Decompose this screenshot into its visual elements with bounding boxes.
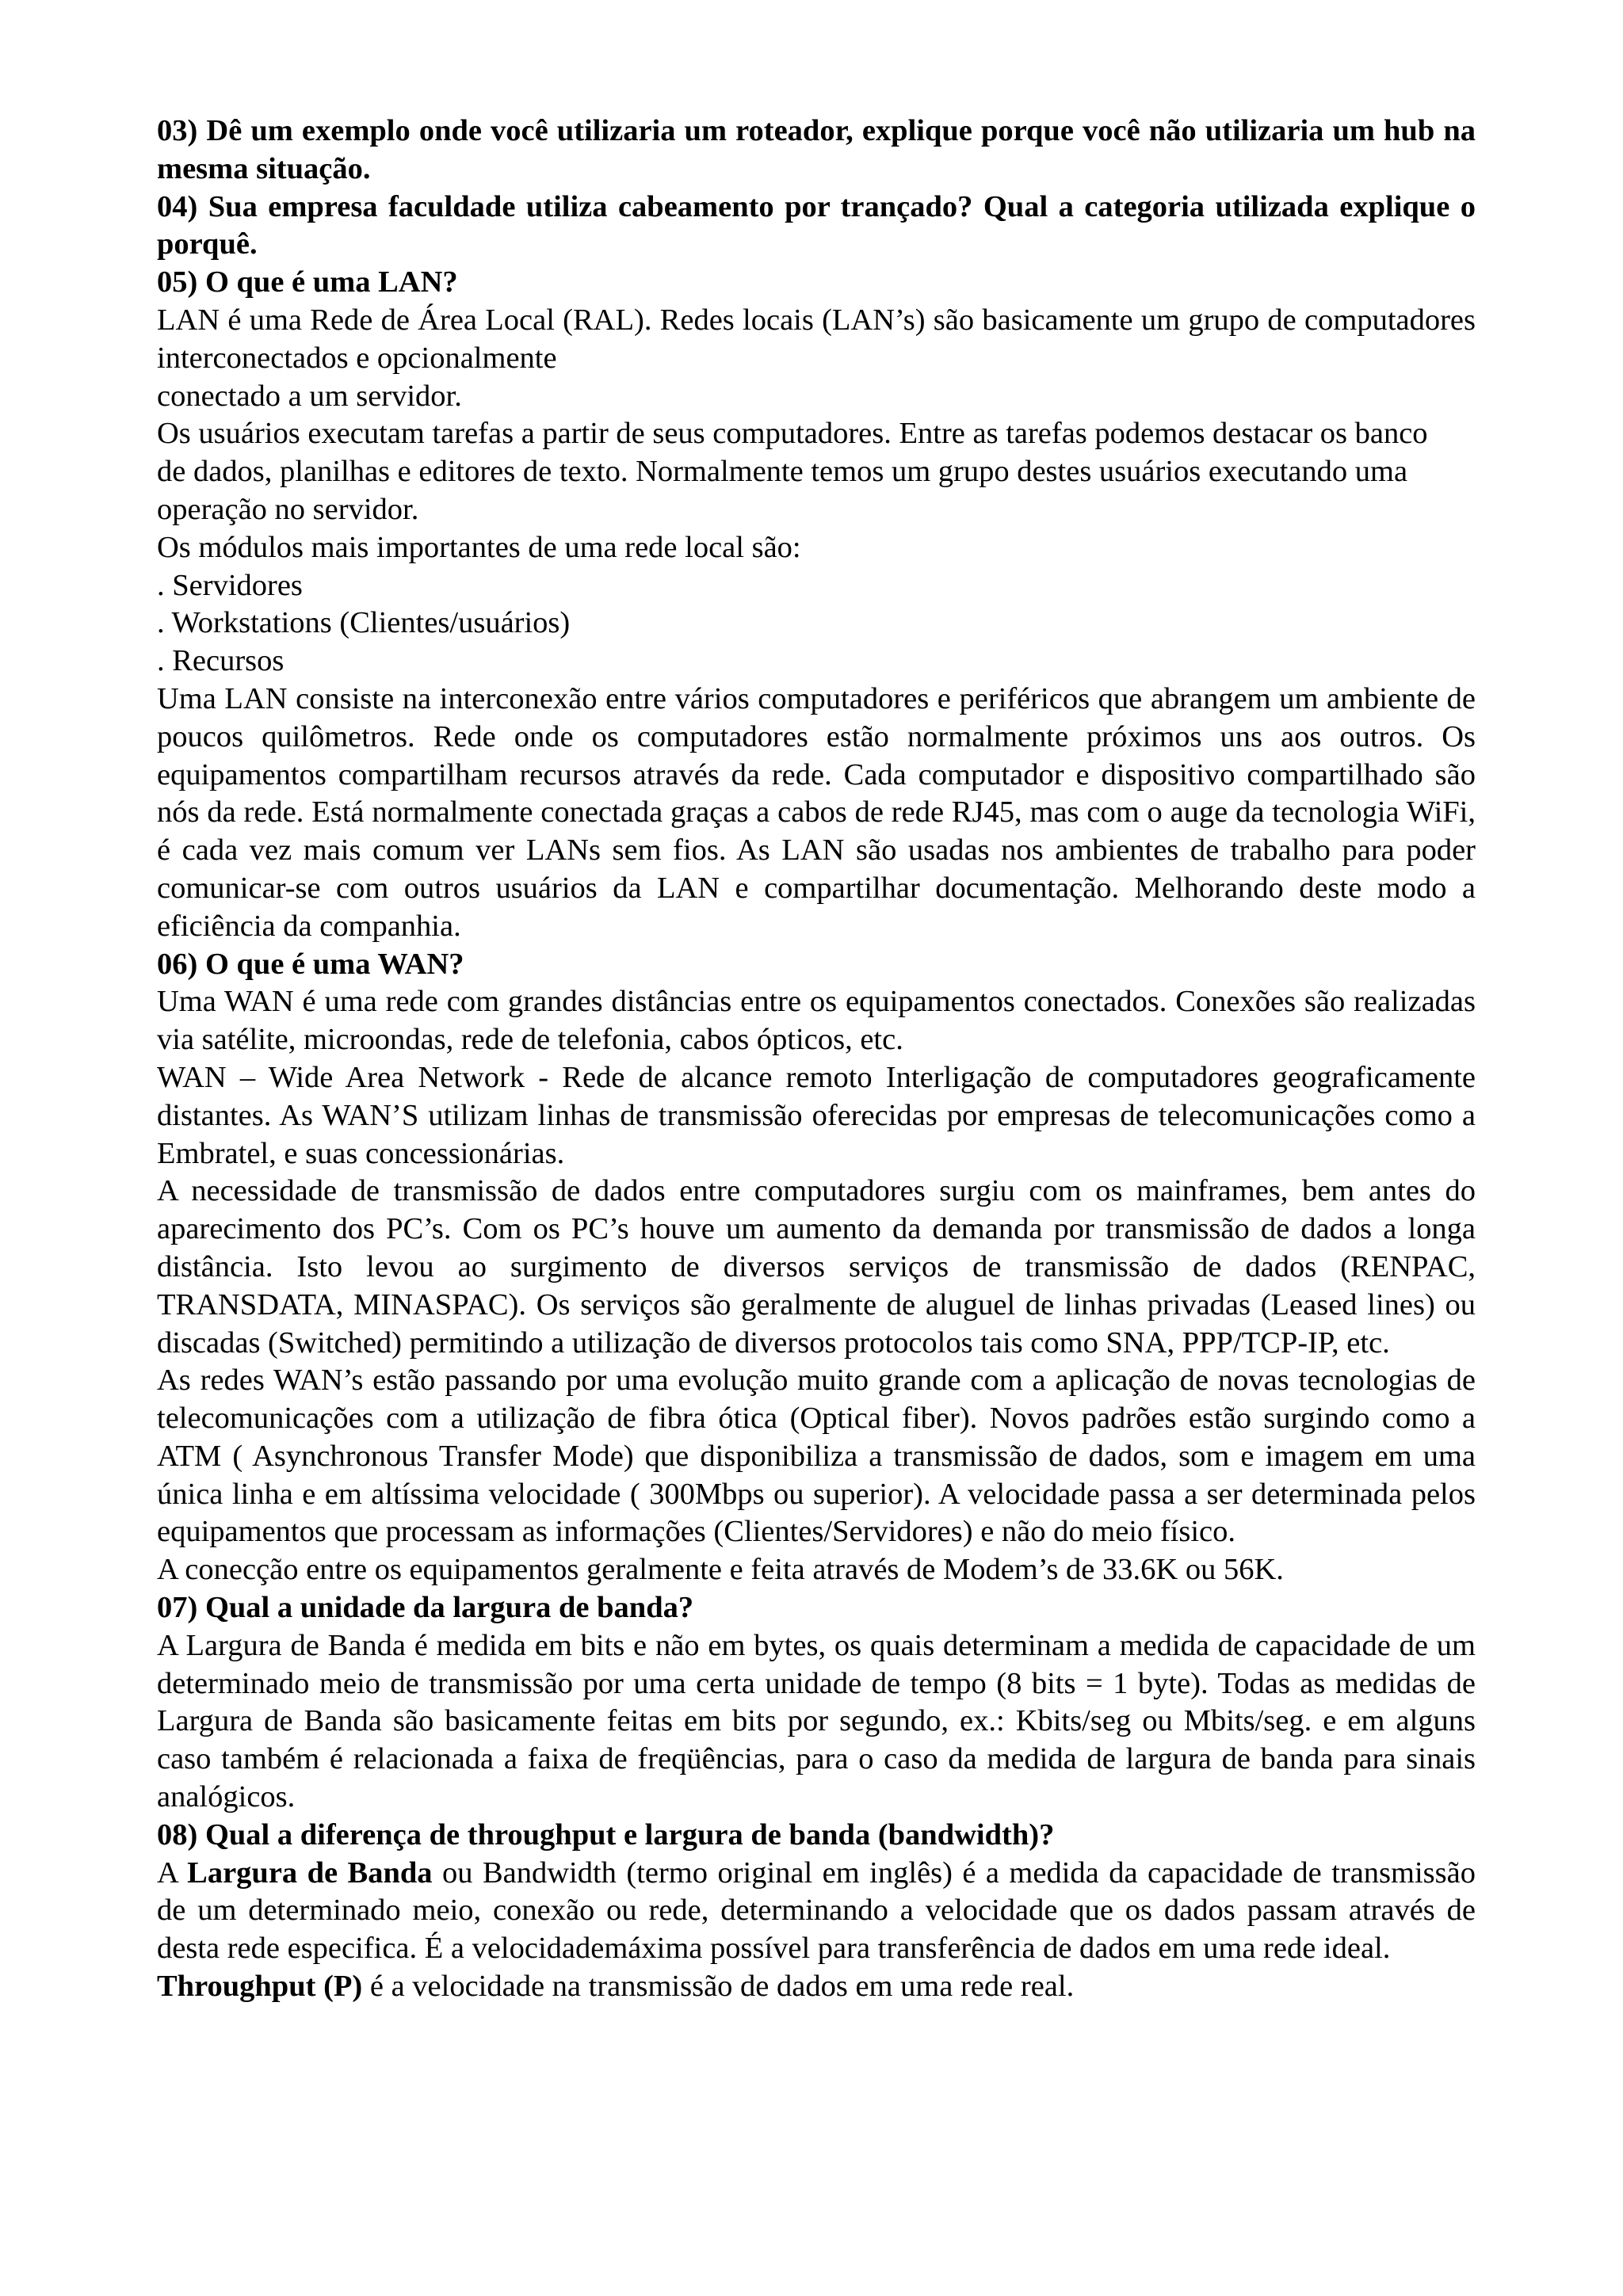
text-line: conectado a um servidor. (157, 379, 462, 413)
body-paragraph: As redes WAN’s estão passando por uma evolução muito grande com a aplicação de novas tecnologias de telecomunicações com a utilização de fibra ótica (Optical fiber). Novos padrões estão surgindo como a ATM ( Asynchronous Transfer Mode) que disponibiliza a transmissão de dados, som e imagem em uma única linha e em altíssima velocidade ( 300Mbps ou superior). A velocidade passa a ser determinada pelos equipamentos que processam as informações (Clientes/Servidores) e não do meio físico. (157, 1363, 1476, 1549)
text-line: Os módulos mais importantes de uma rede local são: (157, 530, 801, 564)
question-heading: 04) Sua empresa faculdade utiliza cabeamento por trançado? Qual a categoria utilizada explique o porquê. (157, 189, 1476, 261)
body-paragraph: Uma LAN consiste na interconexão entre vários computadores e periféricos que abrangem um ambiente de poucos quilômetros. Rede onde os computadores estão normalmente próximos uns aos outros. Os equipamentos compartilham recursos através da rede. Cada computador e dispositivo compartilhado são nós da rede. Está normalmente conectada graças a cabos de rede RJ45, mas com o auge da tecnologia WiFi, é cada vez mais comum ver LANs sem fios. As LAN são usadas nos ambientes de trabalho para poder comunicar-se com outros usuários da LAN e compartilhar documentação. Melhorando deste modo a eficiência da companhia. (157, 681, 1476, 943)
text-line: A conecção entre os equipamentos geralmente e feita através de Modem’s de 33.6K ou 56K. (157, 1553, 1284, 1587)
throughput-rest: é a velocidade na transmissão de dados em uma rede real. (362, 1970, 1075, 2004)
content-blocks (157, 113, 1476, 1855)
bandwidth-rest: ou Bandwidth (termo original em inglês) é a medida da capacidade de transmissão de um determinado meio, conexão ou rede, determinando a velocidade que os dados passam através de desta rede especifica. É a velocidademáxima possível para transferência de dados em uma rede ideal. (157, 1855, 1476, 1966)
text-line: operação no servidor. (157, 492, 419, 526)
text-line: . Workstations (Clientes/usuários) (157, 606, 571, 640)
body-paragraph: Uma WAN é uma rede com grandes distâncias entre os equipamentos conectados. Conexões são realizadas via satélite, microondas, rede de telefonia, cabos ópticos, etc. (157, 985, 1476, 1057)
bandwidth-term: Largura de Banda (187, 1855, 433, 1890)
bandwidth-lead: A (157, 1855, 188, 1890)
question-heading: 05) O que é uma LAN? (157, 265, 458, 299)
question-heading: 08) Qual a diferença de throughput e largura de banda (bandwidth)? (157, 1817, 1055, 1852)
throughput-paragraph (157, 1968, 1476, 2006)
body-paragraph: Os usuários executam tarefas a partir de seus computadores. Entre as tarefas podemos destacar os banco (157, 417, 1428, 451)
question-heading: 06) O que é uma WAN? (157, 947, 464, 981)
body-paragraph: de dados, planilhas e editores de texto. Normalmente temos um grupo destes usuários executando uma (157, 455, 1408, 489)
question-heading: 03) Dê um exemplo onde você utilizaria um roteador, explique porque você não utilizaria um hub na mesma situação. (157, 114, 1476, 185)
bandwidth-paragraph (157, 1855, 1476, 1968)
body-paragraph: A Largura de Banda é medida em bits e não em bytes, os quais determinam a medida de capacidade de um determinado meio de transmissão por uma certa unidade de tempo (8 bits = 1 byte). Todas as medidas de Largura de Banda são basicamente feitas em bits por segundo, ex.: Kbits/seg ou Mbits/seg. e em alguns caso também é relacionada a faixa de freqüências, para o caso da medida de largura de banda para sinais analógicos. (157, 1628, 1476, 1814)
text-line: . Recursos (157, 644, 285, 678)
throughput-term: Throughput (P) (157, 1970, 363, 2004)
question-heading: 07) Qual a unidade da largura de banda? (157, 1591, 694, 1625)
text-line: . Servidores (157, 568, 303, 602)
body-paragraph: LAN é uma Rede de Área Local (RAL). Redes locais (LAN’s) são basicamente um grupo de computadores interconectados e opcionalmente (157, 303, 1476, 375)
body-paragraph: A necessidade de transmissão de dados entre computadores surgiu com os mainframes, bem antes do aparecimento dos PC’s. Com os PC’s houve um aumento da demanda por transmissão de dados a longa distância. Isto levou ao surgimento de diversos serviços de transmissão de dados (RENPAC, TRANSDATA, MINASPAC). Os serviços são geralmente de aluguel de linhas privadas (Leased lines) ou discadas (Switched) permitindo a utilização de diversos protocolos tais como SNA, PPP/TCP-IP, etc. (157, 1174, 1476, 1360)
body-paragraph: WAN – Wide Area Network - Rede de alcance remoto Interligação de computadores geograficamente distantes. As WAN’S utilizam linhas de transmissão oferecidas por empresas de telecomunicações como a Embratel, e suas concessionárias. (157, 1060, 1476, 1170)
